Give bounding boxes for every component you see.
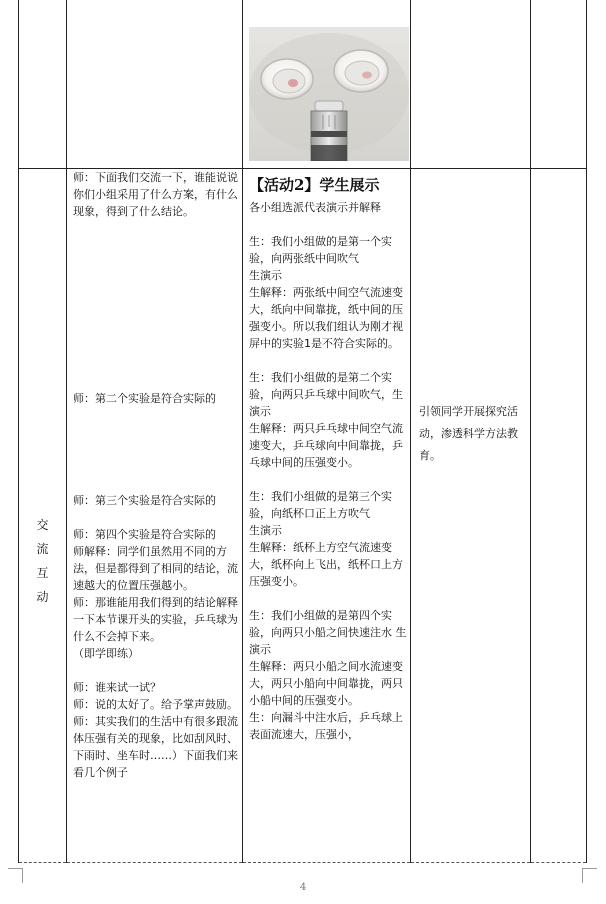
- crop-mark-bottom-right: [582, 868, 597, 883]
- student-activity-text: 各小组选派代表演示并解释 生：我们小组做的是第一个实验，向两张纸中间吹气 生演示 生解释：两张纸中间空气流速变大，纸向中间靠拢，纸中间的压强变小。所以我们组认为刚才视屏中的实验1是不符合实际的。 生：我们小组做的是第二个实验，向两只乒乓球中间吹气，生演示 生解释：两只乒乓球中间空气流速变大，乒乓球向中间靠拢，乒乓球中间的压强变小。 生：我们小组做的是第三个实验，向纸杯口正上方吹气 生演示 生解释：纸杯上方空气流速变大，纸杯向上飞出，纸杯口上方压强变小。 生：我们小组做的是第四个实验，向两只小船之间快速注水 生演示 生解释：两只小船之间水流速变大，两只小船向中间靠拢，两只小船中间的压强变小。 生：向漏斗中注水后，乒乓球上表面流速大，压强小，: [249, 201, 407, 741]
- stage-char-4: 动: [36, 590, 49, 604]
- design-intent-text: 引领同学开展探究活动，渗透科学方法教育。: [419, 405, 518, 462]
- page-number: 4: [299, 882, 307, 893]
- exchange-row: [19, 169, 587, 863]
- activity-title: 【活动2】学生展示: [249, 176, 380, 194]
- photo-cell: [243, 0, 411, 169]
- stage-char-2: 流: [36, 542, 49, 556]
- bottle-caps-and-syringe-image: [249, 27, 409, 161]
- intent-cell-top: [411, 0, 531, 169]
- stage-cell: [19, 169, 67, 863]
- stage-cell-top: [19, 0, 67, 169]
- crop-mark-bottom-left: [8, 868, 23, 883]
- teacher-cell: [67, 169, 243, 863]
- intent-cell: [411, 169, 531, 863]
- lesson-plan-table: [18, 0, 587, 863]
- stage-char-3: 互: [36, 566, 49, 580]
- student-cell: [243, 169, 411, 863]
- experiment-photo: [249, 27, 409, 161]
- stage-char-1: 交: [36, 518, 49, 532]
- stage-label: [19, 169, 66, 609]
- notes-cell: [531, 169, 587, 863]
- teacher-cell-top: [67, 0, 243, 169]
- teacher-activity-text: 师：下面我们交流一下，谁能说说你们小组采用了什么方案，有什么现象，得到了什么结论。 师：第二个实验是符合实际的 师：第三个实验是符合实际的 师：第四个实验是符合实际的 师解释：同学们虽然用不同的方法，但是都得到了相同的结论，流速越大的位置压强越小。 师：那谁能用我们得到的结论解释一下本节课开头的实验，乒乓球为什么不会掉下来。 （即学即练） 师：谁来试一试？ 师：说的太好了。给予掌声鼓励。 师：其实我们的生活中有很多跟流体压强有关的现象，比如刮风时、下雨时、坐车时……）下面我们来看几个例子: [73, 171, 238, 779]
- photo-row: [19, 0, 587, 169]
- notes-cell-top: [531, 0, 587, 169]
